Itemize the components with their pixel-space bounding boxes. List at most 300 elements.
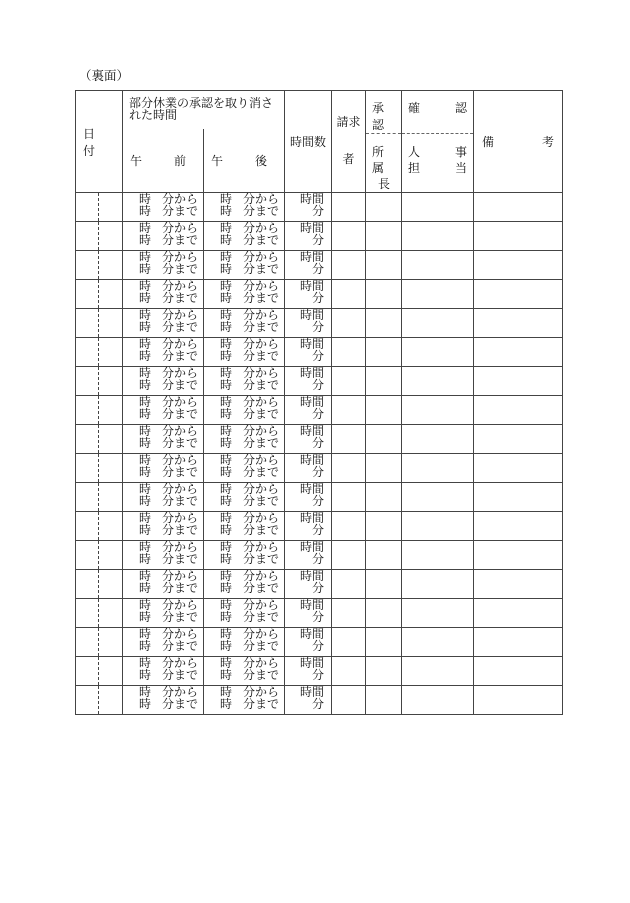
time-range[interactable]: [204, 367, 285, 396]
header-requester-2: 者: [342, 152, 355, 166]
remarks-cell[interactable]: [474, 193, 563, 222]
until-label: 分まで: [162, 522, 199, 537]
head-cell[interactable]: [366, 512, 402, 541]
requester-cell[interactable]: [332, 396, 366, 425]
from-label: 分から: [162, 424, 199, 438]
head-cell[interactable]: [366, 483, 402, 512]
from-label: 分から: [162, 569, 199, 583]
hour-label: 時: [139, 279, 152, 293]
hours-cell[interactable]: [285, 512, 332, 541]
hr-cell[interactable]: [402, 309, 474, 338]
requester-cell[interactable]: [332, 193, 366, 222]
from-label: 分から: [162, 598, 199, 612]
time-range[interactable]: [123, 309, 204, 338]
hour-label: 時: [139, 638, 152, 653]
requester-cell[interactable]: [332, 483, 366, 512]
hr-cell[interactable]: [402, 512, 474, 541]
head-cell[interactable]: [366, 367, 402, 396]
hours-label: 時間: [299, 366, 324, 380]
hour-label: 時: [220, 580, 233, 595]
from-label: 分から: [243, 337, 280, 351]
head-cell[interactable]: [366, 454, 402, 483]
hours-label: 時間: [299, 569, 324, 583]
time-range[interactable]: [123, 657, 204, 686]
hours-cell[interactable]: [285, 193, 332, 222]
from-label: 分から: [243, 627, 280, 641]
time-range[interactable]: [123, 222, 204, 251]
hr-cell[interactable]: [402, 193, 474, 222]
header-hr-4: 当: [454, 161, 467, 175]
from-label: 分から: [162, 482, 199, 496]
remarks-cell[interactable]: [474, 483, 563, 512]
table-row: [76, 686, 563, 715]
head-cell[interactable]: [366, 251, 402, 280]
until-label: 分まで: [243, 319, 280, 334]
date-cell[interactable]: [76, 425, 123, 454]
date-cell[interactable]: [76, 280, 123, 309]
until-label: 分まで: [162, 232, 199, 247]
time-range[interactable]: [123, 396, 204, 425]
head-cell[interactable]: [366, 425, 402, 454]
until-label: 分まで: [162, 290, 199, 305]
from-label: 分から: [162, 192, 199, 206]
time-range[interactable]: [204, 512, 285, 541]
remarks-cell[interactable]: [474, 309, 563, 338]
head-cell[interactable]: [366, 541, 402, 570]
until-label: 分まで: [243, 377, 280, 392]
hr-cell[interactable]: [402, 251, 474, 280]
time-range[interactable]: [204, 251, 285, 280]
hour-label: 時: [139, 551, 152, 566]
until-label: 分まで: [162, 435, 199, 450]
date-cell[interactable]: [76, 338, 123, 367]
table-row: [76, 570, 563, 599]
from-label: 分から: [243, 366, 280, 380]
until-label: 分まで: [162, 493, 199, 508]
time-range[interactable]: [123, 280, 204, 309]
head-cell[interactable]: [366, 309, 402, 338]
hours-label: 時間: [299, 453, 324, 467]
hours-label: 時間: [299, 540, 324, 554]
hour-label: 時: [139, 192, 152, 206]
remarks-cell[interactable]: [474, 454, 563, 483]
hour-label: 時: [220, 337, 233, 351]
from-label: 分から: [162, 627, 199, 641]
remarks-cell[interactable]: [474, 628, 563, 657]
time-range[interactable]: [123, 425, 204, 454]
time-range[interactable]: [123, 599, 204, 628]
hour-label: 時: [220, 435, 233, 450]
hours-cell[interactable]: [285, 628, 332, 657]
head-cell[interactable]: [366, 222, 402, 251]
from-label: 分から: [243, 511, 280, 525]
table-row: [76, 628, 563, 657]
hr-cell[interactable]: [402, 280, 474, 309]
hour-label: 時: [220, 406, 233, 421]
table-row: [76, 251, 563, 280]
time-range[interactable]: [204, 483, 285, 512]
header-confirm-2: 認: [454, 101, 467, 115]
hour-label: 時: [220, 221, 233, 235]
until-label: 分まで: [243, 435, 280, 450]
date-cell[interactable]: [76, 483, 123, 512]
hr-cell[interactable]: [402, 628, 474, 657]
minutes-label: 分: [311, 261, 324, 276]
hour-label: 時: [139, 540, 152, 554]
until-label: 分まで: [162, 319, 199, 334]
header-remarks-2: 考: [541, 135, 554, 149]
hours-cell[interactable]: [285, 686, 332, 715]
hour-label: 時: [220, 656, 233, 670]
hour-label: 時: [220, 464, 233, 479]
requester-cell[interactable]: [332, 570, 366, 599]
hours-label: 時間: [299, 337, 324, 351]
until-label: 分まで: [162, 464, 199, 479]
hour-label: 時: [220, 348, 233, 363]
hour-label: 時: [220, 395, 233, 409]
hour-label: 時: [139, 464, 152, 479]
hours-cell[interactable]: [285, 454, 332, 483]
from-label: 分から: [243, 482, 280, 496]
remarks-cell[interactable]: [474, 222, 563, 251]
hr-cell[interactable]: [402, 396, 474, 425]
time-range[interactable]: [204, 686, 285, 715]
until-label: 分まで: [162, 696, 199, 711]
hour-label: 時: [220, 609, 233, 624]
time-range[interactable]: [123, 541, 204, 570]
requester-cell[interactable]: [332, 454, 366, 483]
minutes-label: 分: [311, 377, 324, 392]
until-label: 分まで: [162, 406, 199, 421]
head-cell[interactable]: [366, 599, 402, 628]
hour-label: 時: [139, 696, 152, 711]
hours-label: 時間: [299, 395, 324, 409]
remarks-cell[interactable]: [474, 657, 563, 686]
head-cell[interactable]: [366, 338, 402, 367]
hours-label: 時間: [299, 424, 324, 438]
header-pm: 午 後: [204, 129, 285, 193]
table-row: [76, 367, 563, 396]
until-label: 分まで: [243, 493, 280, 508]
hour-label: 時: [139, 366, 152, 380]
page-caption: （裏面）: [79, 68, 130, 83]
from-label: 分から: [243, 540, 280, 554]
table-row: [76, 483, 563, 512]
hour-label: 時: [139, 261, 152, 276]
time-range[interactable]: [204, 570, 285, 599]
hours-cell[interactable]: [285, 367, 332, 396]
table-row: [76, 541, 563, 570]
time-range[interactable]: [123, 512, 204, 541]
hours-cell[interactable]: [285, 657, 332, 686]
date-cell[interactable]: [76, 193, 123, 222]
hour-label: 時: [220, 551, 233, 566]
partial-leave-table: [75, 90, 563, 715]
hours-label: 時間: [299, 598, 324, 612]
hr-cell[interactable]: [402, 541, 474, 570]
requester-cell[interactable]: [332, 222, 366, 251]
remarks-cell[interactable]: [474, 280, 563, 309]
hour-label: 時: [220, 261, 233, 276]
hour-label: 時: [220, 598, 233, 612]
until-label: 分まで: [162, 348, 199, 363]
hour-label: 時: [139, 627, 152, 641]
until-label: 分まで: [162, 580, 199, 595]
time-range[interactable]: [123, 628, 204, 657]
hr-cell[interactable]: [402, 483, 474, 512]
hr-cell[interactable]: [402, 222, 474, 251]
date-cell[interactable]: [76, 512, 123, 541]
from-label: 分から: [162, 250, 199, 264]
date-cell[interactable]: [76, 367, 123, 396]
hour-label: 時: [220, 424, 233, 438]
requester-cell[interactable]: [332, 686, 366, 715]
date-cell[interactable]: [76, 570, 123, 599]
until-label: 分まで: [243, 696, 280, 711]
time-range[interactable]: [204, 309, 285, 338]
time-range[interactable]: [123, 483, 204, 512]
table-row: [76, 396, 563, 425]
requester-cell[interactable]: [332, 628, 366, 657]
header-hr-3: 担: [408, 161, 421, 175]
hour-label: 時: [139, 250, 152, 264]
remarks-cell[interactable]: [474, 570, 563, 599]
date-cell[interactable]: [76, 628, 123, 657]
hour-label: 時: [220, 377, 233, 392]
hour-label: 時: [139, 453, 152, 467]
hours-label: 時間: [299, 685, 324, 699]
hour-label: 時: [139, 435, 152, 450]
hr-cell[interactable]: [402, 599, 474, 628]
hours-label: 時間: [299, 656, 324, 670]
until-label: 分まで: [243, 551, 280, 566]
minutes-label: 分: [311, 319, 324, 334]
hour-label: 時: [139, 493, 152, 508]
hours-cell[interactable]: [285, 338, 332, 367]
requester-cell[interactable]: [332, 251, 366, 280]
minutes-label: 分: [311, 696, 324, 711]
date-cell[interactable]: [76, 222, 123, 251]
remarks-cell[interactable]: [474, 251, 563, 280]
requester-cell[interactable]: [332, 280, 366, 309]
hour-label: 時: [139, 221, 152, 235]
date-cell[interactable]: [76, 599, 123, 628]
hour-label: 時: [220, 366, 233, 380]
hour-label: 時: [139, 377, 152, 392]
minutes-label: 分: [311, 203, 324, 218]
hours-label: 時間: [299, 250, 324, 264]
time-range[interactable]: [204, 222, 285, 251]
hr-cell[interactable]: [402, 338, 474, 367]
head-cell[interactable]: [366, 280, 402, 309]
hour-label: 時: [220, 279, 233, 293]
time-range[interactable]: [204, 628, 285, 657]
from-label: 分から: [162, 685, 199, 699]
header-hours: 時間数: [285, 91, 332, 193]
head-cell[interactable]: [366, 193, 402, 222]
time-range[interactable]: [204, 396, 285, 425]
from-label: 分から: [162, 395, 199, 409]
date-cell[interactable]: [76, 686, 123, 715]
hour-label: 時: [220, 482, 233, 496]
remarks-cell[interactable]: [474, 425, 563, 454]
hr-cell[interactable]: [402, 570, 474, 599]
table-row: [76, 454, 563, 483]
hours-label: 時間: [299, 308, 324, 322]
remarks-cell[interactable]: [474, 396, 563, 425]
hours-cell[interactable]: [285, 222, 332, 251]
date-cell[interactable]: [76, 396, 123, 425]
time-range[interactable]: [123, 454, 204, 483]
hour-label: 時: [139, 609, 152, 624]
until-label: 分まで: [243, 667, 280, 682]
time-range[interactable]: [204, 425, 285, 454]
from-label: 分から: [243, 279, 280, 293]
time-range[interactable]: [123, 570, 204, 599]
from-label: 分から: [243, 192, 280, 206]
hour-label: 時: [139, 522, 152, 537]
table-row: [76, 193, 563, 222]
header-hr-1: 人: [408, 145, 421, 159]
table-row: [76, 309, 563, 338]
from-label: 分から: [243, 250, 280, 264]
time-range[interactable]: [204, 657, 285, 686]
head-cell[interactable]: [366, 628, 402, 657]
hour-label: 時: [220, 667, 233, 682]
from-label: 分から: [162, 656, 199, 670]
hours-cell[interactable]: [285, 251, 332, 280]
header-head: [366, 134, 402, 193]
head-cell[interactable]: [366, 686, 402, 715]
header-head-2: 長: [378, 177, 391, 191]
from-label: 分から: [162, 453, 199, 467]
requester-cell[interactable]: [332, 599, 366, 628]
date-cell[interactable]: [76, 541, 123, 570]
hour-label: 時: [139, 598, 152, 612]
from-label: 分から: [243, 453, 280, 467]
until-label: 分まで: [243, 522, 280, 537]
minutes-label: 分: [311, 667, 324, 682]
date-cell[interactable]: [76, 454, 123, 483]
hour-label: 時: [220, 250, 233, 264]
hours-cell[interactable]: [285, 541, 332, 570]
until-label: 分まで: [162, 638, 199, 653]
head-cell[interactable]: [366, 396, 402, 425]
header-requester: [332, 91, 366, 193]
remarks-cell[interactable]: [474, 338, 563, 367]
until-label: 分まで: [162, 609, 199, 624]
hours-cell[interactable]: [285, 280, 332, 309]
header-date: 日 付: [76, 91, 123, 193]
from-label: 分から: [243, 424, 280, 438]
head-cell[interactable]: [366, 570, 402, 599]
requester-cell[interactable]: [332, 367, 366, 396]
hour-label: 時: [139, 308, 152, 322]
time-range[interactable]: [123, 367, 204, 396]
time-range[interactable]: [204, 599, 285, 628]
hour-label: 時: [220, 232, 233, 247]
hr-cell[interactable]: [402, 454, 474, 483]
time-range[interactable]: [204, 280, 285, 309]
time-range[interactable]: [204, 193, 285, 222]
hour-label: 時: [220, 540, 233, 554]
time-range[interactable]: [123, 686, 204, 715]
hour-label: 時: [139, 685, 152, 699]
requester-cell[interactable]: [332, 425, 366, 454]
date-cell[interactable]: [76, 309, 123, 338]
remarks-cell[interactable]: [474, 599, 563, 628]
from-label: 分から: [243, 598, 280, 612]
time-range[interactable]: [123, 193, 204, 222]
hour-label: 時: [139, 232, 152, 247]
minutes-label: 分: [311, 435, 324, 450]
minutes-label: 分: [311, 290, 324, 305]
remarks-cell[interactable]: [474, 686, 563, 715]
hours-label: 時間: [299, 279, 324, 293]
header-remarks: [474, 91, 563, 193]
remarks-cell[interactable]: [474, 541, 563, 570]
hour-label: 時: [139, 290, 152, 305]
remarks-cell[interactable]: [474, 512, 563, 541]
time-range[interactable]: [204, 454, 285, 483]
time-range[interactable]: [204, 541, 285, 570]
from-label: 分から: [243, 395, 280, 409]
hours-cell[interactable]: [285, 425, 332, 454]
hours-cell[interactable]: [285, 483, 332, 512]
hours-cell[interactable]: [285, 599, 332, 628]
hour-label: 時: [139, 395, 152, 409]
hour-label: 時: [139, 337, 152, 351]
hours-cell[interactable]: [285, 570, 332, 599]
header-confirm: [402, 91, 474, 134]
minutes-label: 分: [311, 493, 324, 508]
time-range[interactable]: [123, 338, 204, 367]
date-cell[interactable]: [76, 657, 123, 686]
hour-label: 時: [220, 290, 233, 305]
hour-label: 時: [220, 569, 233, 583]
requester-cell[interactable]: [332, 309, 366, 338]
header-head-1: 所属: [372, 145, 385, 175]
time-range[interactable]: [204, 338, 285, 367]
hr-cell[interactable]: [402, 367, 474, 396]
requester-cell[interactable]: [332, 541, 366, 570]
time-range[interactable]: [123, 251, 204, 280]
until-label: 分まで: [243, 261, 280, 276]
head-cell[interactable]: [366, 657, 402, 686]
header-partial-leave: 部分休業の承認を取り消された時間: [123, 91, 285, 129]
hour-label: 時: [139, 319, 152, 334]
table-row: [76, 338, 563, 367]
hour-label: 時: [220, 453, 233, 467]
hr-cell[interactable]: [402, 686, 474, 715]
requester-cell[interactable]: [332, 338, 366, 367]
from-label: 分から: [162, 279, 199, 293]
remarks-cell[interactable]: [474, 367, 563, 396]
from-label: 分から: [243, 656, 280, 670]
until-label: 分まで: [243, 406, 280, 421]
requester-cell[interactable]: [332, 657, 366, 686]
hr-cell[interactable]: [402, 425, 474, 454]
hr-cell[interactable]: [402, 657, 474, 686]
requester-cell[interactable]: [332, 512, 366, 541]
minutes-label: 分: [311, 609, 324, 624]
date-cell[interactable]: [76, 251, 123, 280]
header-confirm-1: 確: [408, 101, 421, 115]
hour-label: 時: [139, 348, 152, 363]
hours-cell[interactable]: [285, 396, 332, 425]
header-am: 午 前: [123, 129, 204, 193]
hours-cell[interactable]: [285, 309, 332, 338]
